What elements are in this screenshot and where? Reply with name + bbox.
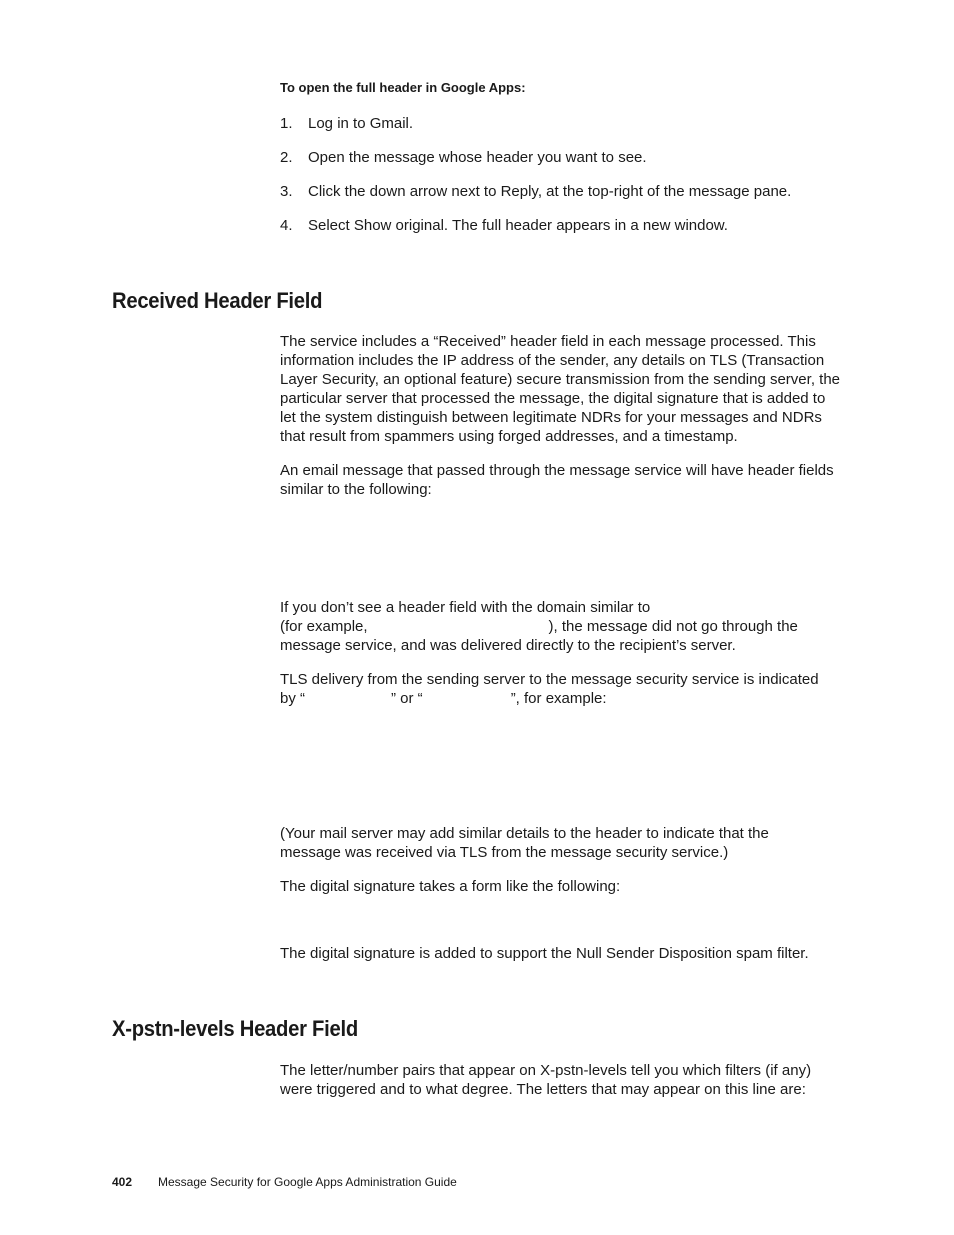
page-number: 402 [112, 1175, 133, 1189]
received-paragraph-1: The service includes a “Received” header field in each message processed. This information includes the IP address of the sender, any details on TLS (Transaction Layer Security, an optional feature) secure transmission from the sending server, the particular server that processed the message, the digital signature that is added to let the system distinguish between legitimate NDRs for your messages and NDRs that result from spammers using forged addresses, and a timestamp. [280, 333, 841, 445]
paragraph-line: message service, and was delivered directly to the recipient’s server. [280, 637, 736, 654]
received-paragraph-5: (Your mail server may add similar details to the header to indicate that the message was received via TLS from the message security service.) [280, 825, 769, 861]
paragraph-line: TLS delivery from the sending server to the message security service is indicated [280, 671, 819, 688]
step-text: Open the message whose header you want to see. [308, 149, 647, 166]
paragraph-fragment: ” or “ [391, 690, 423, 707]
received-paragraph-7: The digital signature is added to support the Null Sender Disposition spam filter. [280, 945, 809, 962]
paragraph-line [280, 617, 845, 636]
paragraph-line [280, 689, 850, 708]
section-heading-xpstn: X-pstn-levels Header Field [112, 1016, 358, 1041]
xpstn-paragraph-1: The letter/number pairs that appear on X-pstn-levels tell you which filters (if any) were triggered and to what degree. The letters that may appear on this line are: [280, 1062, 812, 1098]
paragraph-fragment: by “ [280, 690, 306, 707]
procedure-title: To open the full header in Google Apps: [280, 80, 526, 95]
step-number: 1. [280, 115, 293, 132]
received-paragraph-3 [280, 598, 845, 655]
list-item [280, 216, 728, 235]
step-number: 4. [280, 217, 293, 234]
list-item [280, 148, 647, 167]
section-heading-received: Received Header Field [112, 288, 323, 313]
received-paragraph-6: The digital signature takes a form like the following: [280, 878, 621, 895]
step-text: Log in to Gmail. [308, 115, 414, 132]
paragraph-fragment: ), the message did not go through the [548, 618, 798, 635]
document-title: Message Security for Google Apps Administration Guide [158, 1175, 457, 1189]
list-item [280, 114, 413, 133]
paragraph-fragment: (for example, [280, 618, 368, 635]
received-paragraph-4 [280, 670, 850, 708]
step-number: 2. [280, 149, 293, 166]
paragraph-line: If you don’t see a header field with the domain similar to [280, 599, 651, 616]
step-number: 3. [280, 183, 293, 200]
step-text: Click the down arrow next to Reply, at the top-right of the message pane. [308, 183, 792, 200]
step-text: Select Show original. The full header appears in a new window. [308, 217, 728, 234]
list-item [280, 182, 791, 201]
paragraph-fragment: ”, for example: [510, 690, 607, 707]
received-paragraph-2: An email message that passed through the message service will have header fields similar to the following: [280, 462, 834, 498]
